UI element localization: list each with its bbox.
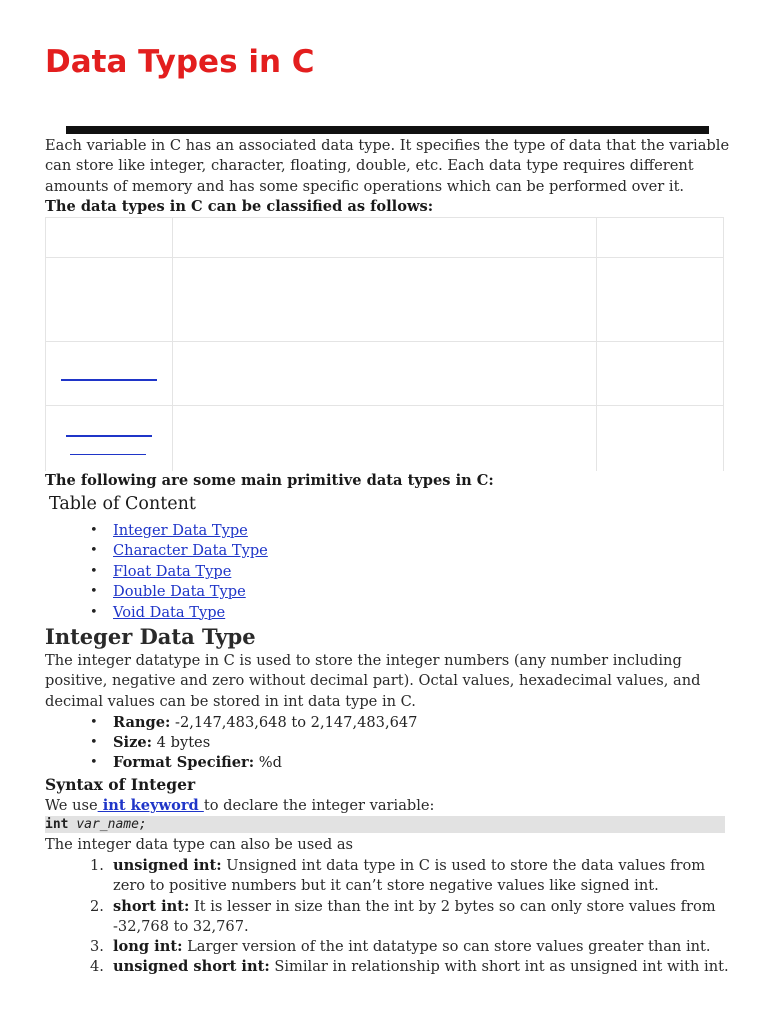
variants-intro: The integer data type can also be used as bbox=[45, 836, 354, 853]
table-cell bbox=[45, 341, 173, 406]
toc-item bbox=[90, 541, 268, 561]
variant-description: Similar in relationship with short int as unsigned int with int. bbox=[269, 958, 729, 976]
list-item bbox=[90, 937, 730, 957]
integer-section-heading: Integer Data Type bbox=[45, 624, 256, 649]
toc-link-integer[interactable]: Integer Data Type bbox=[113, 522, 248, 539]
code-block bbox=[45, 816, 725, 833]
table-of-content bbox=[90, 521, 268, 623]
intro-paragraph: Each variable in C has an associated data type. It specifies the type of data that the variable can store like integer, character, floating, double, etc. Each data type requires different amounts of memory and has some specific operations which can be performed over it. bbox=[45, 137, 730, 195]
table-cell bbox=[596, 341, 724, 406]
property-value: 4 bytes bbox=[152, 734, 211, 752]
variant-description: Unsigned int data type in C is used to store the data values from zero to positive numbers but it can’t store negative values like signed int. bbox=[113, 857, 706, 895]
toc-item bbox=[90, 603, 268, 623]
variant-term: unsigned short int: bbox=[113, 958, 270, 976]
variant-description: It is lesser in size than the int by 2 bytes so can only store values from -32,768 to 32,767. bbox=[113, 897, 716, 935]
integer-description: The integer datatype in C is used to store the integer numbers (any number including positive, negative and zero without decimal part). Octal values, hexadecimal values, and decimal values can be stored in int data type in C. bbox=[45, 652, 701, 710]
table-cell bbox=[596, 217, 724, 258]
table-cell bbox=[172, 217, 597, 258]
table-link[interactable] bbox=[70, 454, 146, 455]
list-number: 1. bbox=[90, 857, 104, 874]
keyword-sentence bbox=[45, 796, 735, 816]
data-types-table bbox=[45, 217, 724, 471]
table-cell bbox=[172, 257, 597, 342]
toc-link-float[interactable]: Float Data Type bbox=[113, 562, 232, 580]
property-label: Size: bbox=[113, 734, 153, 752]
property-label: Range: bbox=[113, 714, 171, 731]
list-item bbox=[90, 897, 730, 938]
table-cell bbox=[172, 405, 597, 471]
toc-link-double[interactable]: Double Data Type bbox=[113, 583, 246, 601]
table-link[interactable] bbox=[61, 379, 157, 381]
list-item bbox=[90, 957, 730, 977]
list-item bbox=[90, 713, 417, 733]
variant-term: short int: bbox=[113, 897, 190, 915]
toc-link-void[interactable]: Void Data Type bbox=[113, 603, 226, 621]
page-title: Data Types in C bbox=[45, 44, 315, 80]
list-item bbox=[90, 753, 417, 773]
integer-properties-list bbox=[90, 713, 417, 774]
toc-item bbox=[90, 562, 268, 582]
toc-item bbox=[90, 521, 268, 541]
table-cell bbox=[45, 217, 173, 258]
table-cell bbox=[596, 257, 724, 342]
table-cell bbox=[45, 257, 173, 342]
variant-term: unsigned int: bbox=[113, 857, 222, 874]
primitive-types-label: The following are some main primitive data types in C: bbox=[45, 472, 494, 489]
keyword-text-after: to declare the integer variable: bbox=[203, 797, 435, 814]
table-cell bbox=[172, 341, 597, 406]
list-number: 2. bbox=[90, 897, 104, 915]
table-cell bbox=[596, 405, 724, 471]
keyword-text-before: We use bbox=[45, 797, 98, 814]
classification-label: The data types in C can be classified as follows: bbox=[45, 198, 434, 215]
property-value: -2,147,483,648 to 2,147,483,647 bbox=[170, 714, 418, 731]
list-item bbox=[90, 733, 417, 753]
table-cell bbox=[45, 405, 173, 471]
integer-variants-list bbox=[90, 856, 730, 978]
code-keyword: int bbox=[45, 817, 69, 832]
toc-heading: Table of Content bbox=[49, 494, 196, 514]
title-divider bbox=[66, 126, 709, 134]
list-number: 4. bbox=[90, 958, 104, 976]
list-item bbox=[90, 856, 730, 897]
list-number: 3. bbox=[90, 938, 104, 956]
variant-description: Larger version of the int datatype so can store values greater than int. bbox=[182, 938, 711, 956]
table-link[interactable] bbox=[66, 435, 152, 437]
variant-term: long int: bbox=[113, 938, 183, 956]
property-value: %d bbox=[254, 754, 282, 772]
property-label: Format Specifier: bbox=[113, 754, 255, 772]
code-variable: var_name; bbox=[76, 817, 147, 832]
toc-link-character[interactable]: Character Data Type bbox=[113, 542, 268, 560]
toc-item bbox=[90, 582, 268, 602]
syntax-heading: Syntax of Integer bbox=[45, 775, 196, 794]
int-keyword-link[interactable]: int keyword bbox=[97, 797, 204, 814]
